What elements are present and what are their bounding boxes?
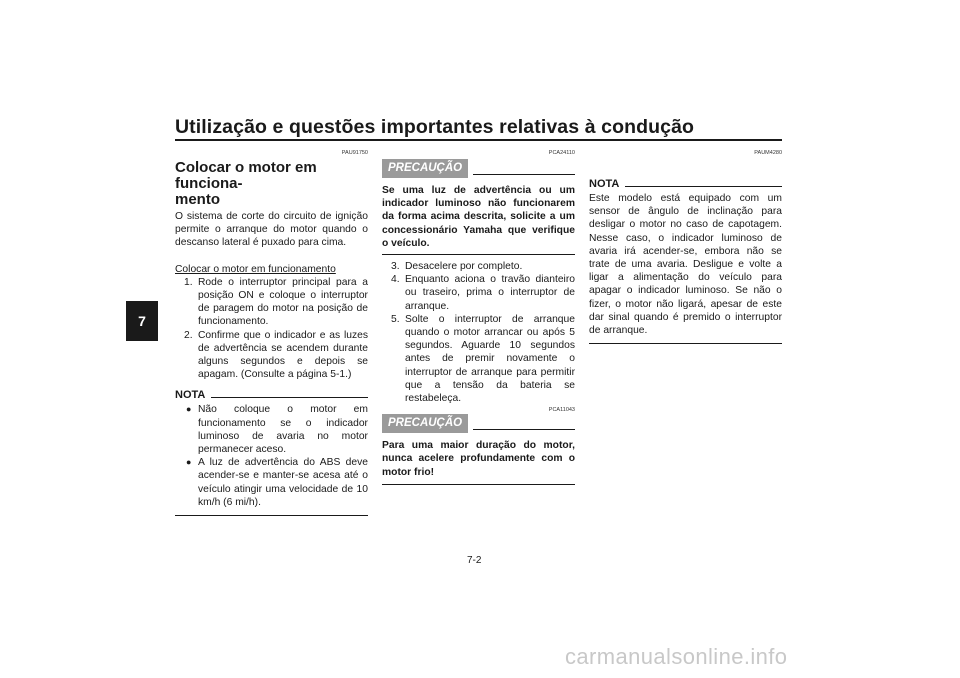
page-title: Utilização e questões importantes relativas à condução [175, 116, 695, 138]
caution-text: Se uma luz de advertência ou um indicador luminoso não funcionarem da forma acima descrita, solicite a um concessionário Yamaha que verifique o veículo. [382, 185, 575, 249]
step-number: 2. [184, 329, 193, 341]
step-text: Rode o interruptor principal para a posição ON e coloque o interruptor de paragem do motor na posição de funcionamento. [198, 276, 368, 328]
step-text: Desacelere por completo. [405, 261, 523, 273]
list-item [175, 329, 368, 382]
reference-code: PCA11043 [548, 407, 575, 414]
steps-list [382, 260, 575, 405]
step-number: 1. [184, 276, 193, 288]
step-number: 5. [391, 313, 400, 325]
section-title: Colocar o motor em funciona- mento [175, 159, 317, 208]
left-column [175, 150, 368, 516]
reference-code: PCA24110 [548, 150, 575, 156]
nota-item-text: A luz de advertência do ABS deve acender-se e manter-se acesa até o veículo atingir uma velocidade de 10 km/h (6 mi/h). [198, 457, 368, 508]
caution-rule [473, 429, 575, 430]
list-item [382, 313, 575, 405]
list-item [175, 276, 368, 329]
step-text: Solte o interruptor de arranque quando o motor arrancar ou após 5 segundos. Aguarde 10 segundos antes de premir novamente o interruptor de arranque para permitir que a tensão da bateria se restabeleça. [405, 313, 575, 405]
caution-rule [473, 174, 575, 175]
caution-header [382, 414, 575, 433]
caution-text: Para uma maior duração do motor, nunca acelere profundamente com o motor frio! [382, 440, 575, 478]
nota-label: NOTA [175, 389, 206, 402]
caution-end-rule [382, 254, 575, 255]
nota-header [589, 178, 782, 190]
nota-list [175, 403, 368, 509]
nota-end-rule [175, 515, 368, 516]
caution-header [382, 159, 575, 178]
step-text: Enquanto aciona o travão dianteiro ou traseiro, prima o interruptor de arranque. [405, 274, 575, 312]
page-number: 7-2 [467, 555, 482, 566]
reference-code: PAU91750 [341, 150, 368, 156]
title-rule [175, 139, 782, 141]
watermark: carmanualsonline.info [565, 644, 788, 669]
nota-header [175, 389, 368, 401]
caution-end-rule [382, 484, 575, 485]
nota-rule [211, 397, 368, 398]
nota-text: Este modelo está equipado com um sensor de ângulo de inclinação para desligar o motor no caso de capotagem. Nesse caso, o indicador luminoso de avaria irá acender-se, embora não se trate de uma avaria. Desligue e volte a ligar a alimentação do veículo para apagar o indicador luminoso. Se não o fizer, o motor não ligará, apesar de este dar sinal quando é premido o interruptor de arranque. [589, 193, 782, 337]
step-number: 3. [391, 261, 400, 273]
intro-paragraph: O sistema de corte do circuito de ignição permite o arranque do motor quando o descanso lateral é puxado para cima. [175, 211, 368, 249]
right-column [589, 150, 782, 344]
list-item [175, 403, 368, 456]
list-item [382, 273, 575, 313]
nota-end-rule [589, 343, 782, 344]
list-item [175, 456, 368, 509]
reference-code: PAUM4280 [754, 150, 782, 156]
caution-label: PRECAUÇÃO [382, 159, 468, 178]
caution-label: PRECAUÇÃO [382, 414, 468, 433]
subheading: Colocar o motor em funcionamento [175, 263, 336, 275]
nota-label: NOTA [589, 178, 620, 190]
bullet-icon: ● [186, 404, 192, 415]
step-number: 4. [391, 274, 400, 286]
steps-list [175, 276, 368, 382]
nota-item-text: Não coloque o motor em funcionamento se o indicador luminoso de avaria no motor permanecer aceso. [198, 404, 368, 456]
bullet-icon: ● [186, 457, 192, 468]
step-text: Confirme que o indicador e as luzes de advertência se acendem durante alguns segundos e depois se apagam. (Consulte a página 5-1.) [198, 329, 368, 381]
chapter-tab: 7 [126, 301, 158, 341]
nota-rule [625, 186, 782, 187]
list-item [382, 260, 575, 273]
middle-column [382, 150, 575, 485]
